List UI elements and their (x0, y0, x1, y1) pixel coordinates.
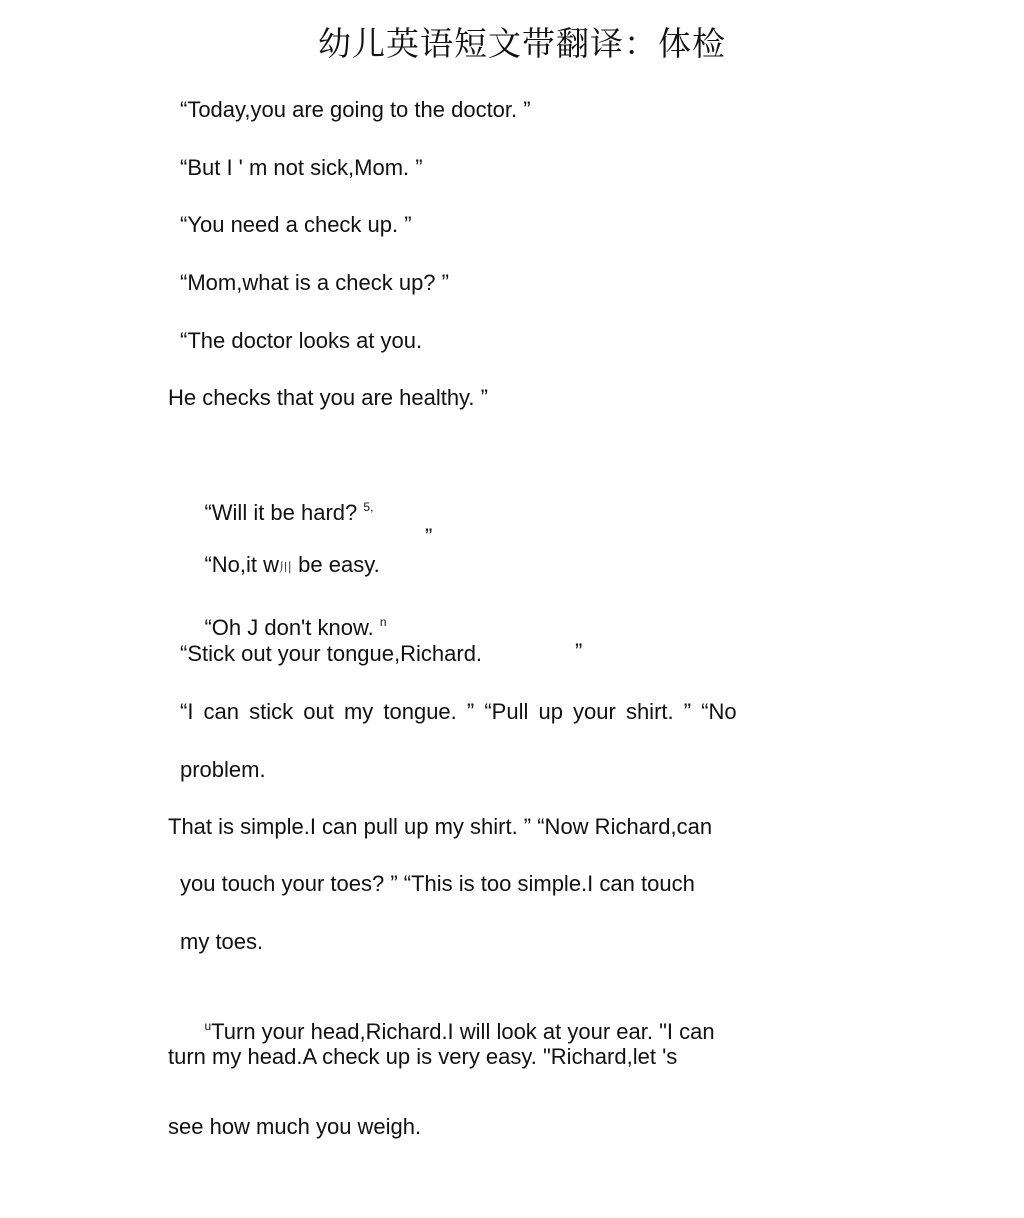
text-line: “Stick out your tongue,Richard. (180, 641, 483, 666)
stray-mark: 川 (279, 560, 293, 575)
text-span: Turn your head,Richard.I will look at your ear. "I can (211, 1019, 715, 1044)
text-line: “Mom,what is a check up? ” (180, 270, 449, 295)
text-line: you touch your toes? ” “This is too simple.I can touch (180, 871, 695, 896)
text-span: “No,it w (204, 552, 280, 577)
stray-mark: u (204, 1019, 212, 1033)
text-line: see how much you weigh. (168, 1114, 422, 1139)
stray-mark: 5, (363, 500, 374, 514)
text-line: That is simple.I can pull up my shirt. ” “Now Richard,can (168, 814, 713, 839)
text-span: “Will it be hard? (204, 500, 358, 525)
text-line: “Today,you are going to the doctor. ” (180, 97, 531, 122)
text-line: “I can stick out my tongue. ” “Pull up your shirt. ” “No (180, 699, 737, 724)
closing-quote: ” (575, 639, 583, 664)
text-line: “You need a check up. ” (180, 212, 412, 237)
text-span: “Oh J don't know. (204, 615, 374, 640)
text-line: He checks that you are healthy. ” (168, 385, 488, 410)
text-line: problem. (180, 757, 266, 782)
stray-mark: n (379, 615, 387, 629)
text-line: “The doctor looks at you. (180, 328, 423, 353)
closing-quote: ” (425, 524, 433, 549)
text-line: my toes. (180, 929, 264, 954)
document-title: 幼儿英语短文带翻译：体检 (318, 24, 726, 63)
text-line: “But I ' m not sick,Mom. ” (180, 155, 423, 180)
text-span: be easy. (292, 552, 380, 577)
text-line: turn my head.A check up is very easy. "Richard,let 's (168, 1044, 678, 1069)
